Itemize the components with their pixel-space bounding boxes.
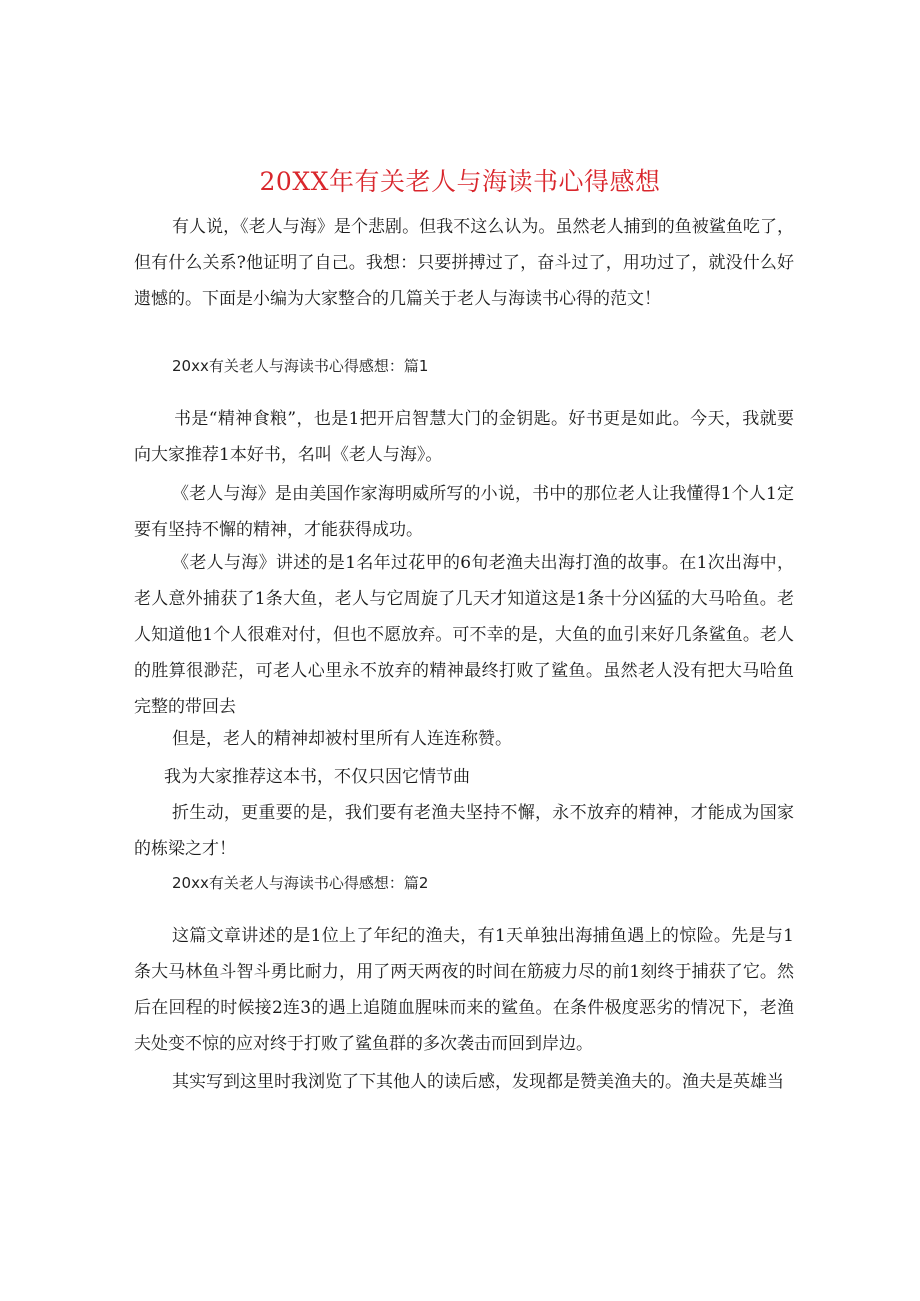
section-1-heading: 20xx有关老人与海读书心得感想：篇1 (172, 357, 429, 375)
section-1-paragraph-4: 但是，老人的精神却被村里所有人连连称赞。 (172, 729, 512, 749)
section-1-paragraph-6: 折生动，更重要的是，我们要有老渔夫坚持不懈，永不放弃的精神，才能成为国家的栋梁之才！ (134, 803, 794, 859)
section-1-paragraph-1: 书是“精神食粮”，也是1把开启智慧大门的金钥匙。好书更是如此。今天，我就要向大家推荐1本好书，名叫《老人与海》。 (134, 409, 794, 465)
section-1-paragraph-2: 《老人与海》是由美国作家海明威所写的小说，书中的那位老人让我懂得1个人1定要有坚持不懈的精神，才能获得成功。 (134, 484, 794, 540)
section-2-paragraph-2: 其实写到这里时我浏览了下其他人的读后感，发现都是赞美渔夫的。渔夫是英雄当 (172, 1072, 784, 1092)
document-title: 20XX年有关老人与海读书心得感想 (259, 167, 661, 196)
intro-paragraph: 有人说，《老人与海》是个悲剧。但我不这么认为。虽然老人捕到的鱼被鲨鱼吃了，但有什么关系?他证明了自己。我想：只要拼搏过了，奋斗过了，用功过了，就没什么好遗憾的。下面是小编为大家整合的几篇关于老人与海读书心得的范文！ (134, 217, 794, 309)
section-1-paragraph-3: 《老人与海》讲述的是1名年过花甲的6旬老渔夫出海打渔的故事。在1次出海中，老人意外捕获了1条大鱼，老人与它周旋了几天才知道这是1条十分凶猛的大马哈鱼。老人知道他1个人很难对付，但也不愿放弃。可不幸的是，大鱼的血引来好几条鲨鱼。老人的胜算很渺茫，可老人心里永不放弃的精神最终打败了鲨鱼。虽然老人没有把大马哈鱼完整的带回去 (134, 553, 794, 717)
section-2-heading: 20xx有关老人与海读书心得感想：篇2 (172, 874, 429, 892)
section-1-paragraph-5: 我为大家推荐这本书，不仅只因它情节曲 (164, 767, 470, 787)
section-2-paragraph-1: 这篇文章讲述的是1位上了年纪的渔夫，有1天单独出海捕鱼遇上的惊险。先是与1条大马林鱼斗智斗勇比耐力，用了两天两夜的时间在筋疲力尽的前1刻终于捕获了它。然后在回程的时候接2连3的遇上追随血腥味而来的鲨鱼。在条件极度恶劣的情况下，老渔夫处变不惊的应对终于打败了鲨鱼群的多次袭击而回到岸边。 (134, 926, 794, 1054)
